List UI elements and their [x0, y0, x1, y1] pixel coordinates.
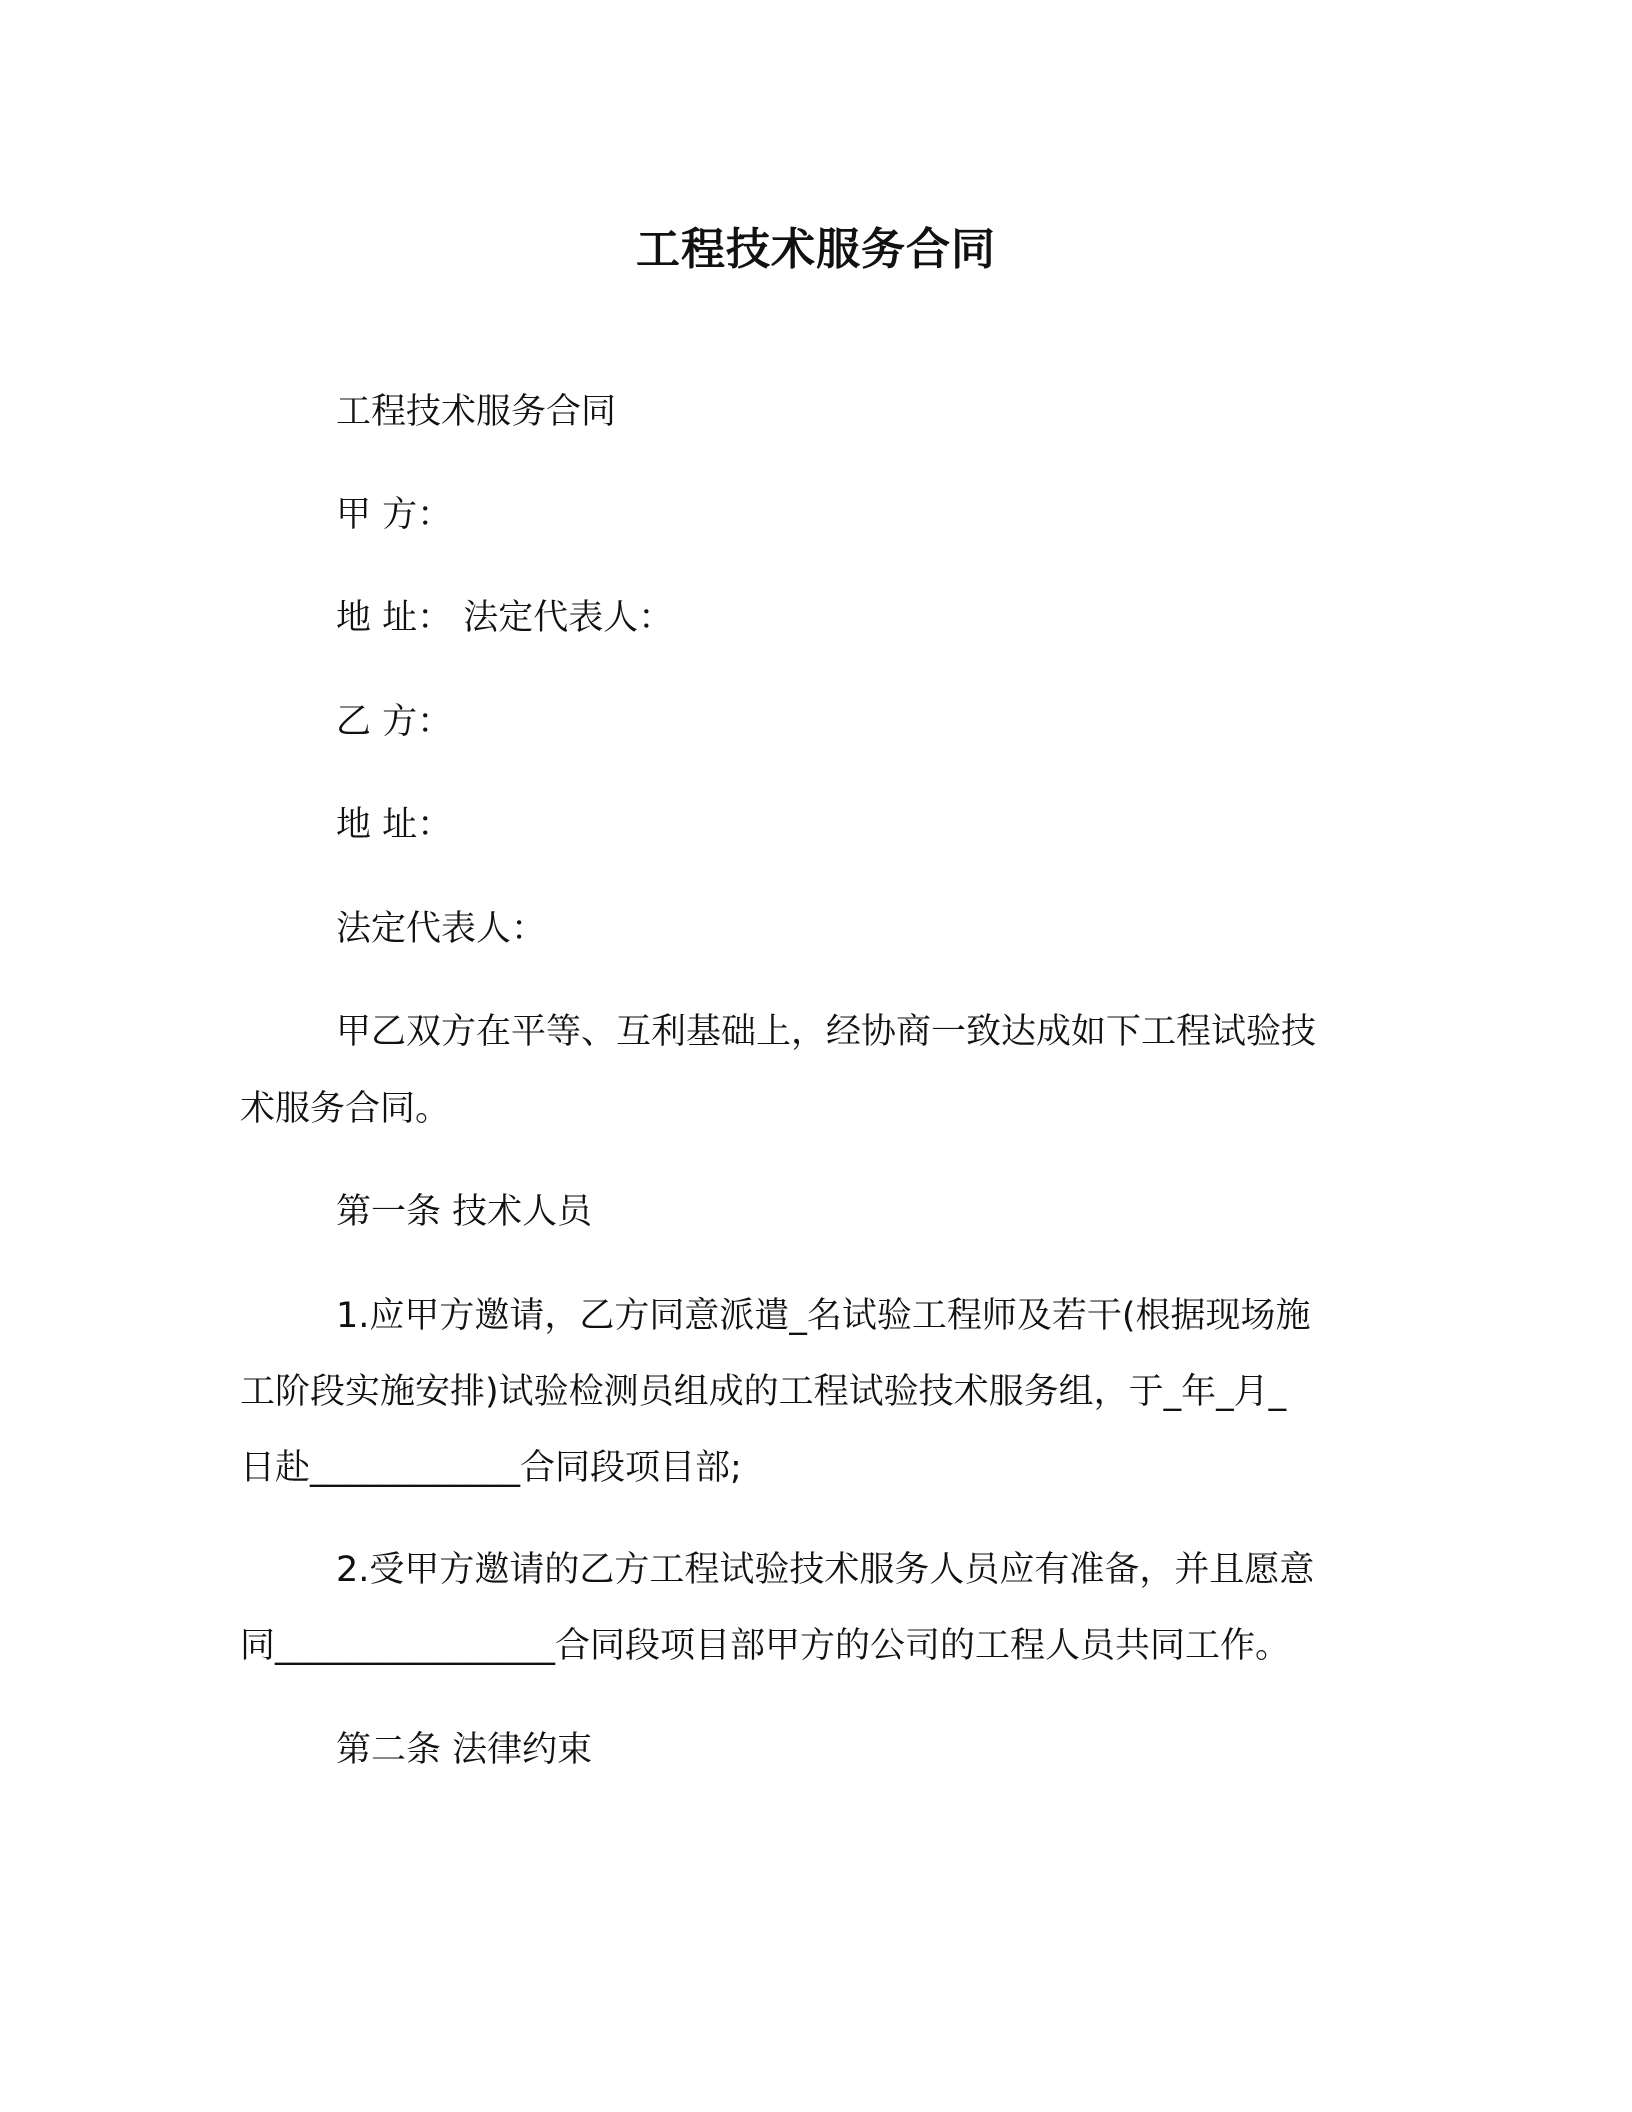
body-line-party-a-address: 地 址： 法定代表人： — [336, 598, 674, 638]
section-heading-article-1: 第一条 技术人员 — [336, 1192, 593, 1232]
body-line-party-a: 甲 方： — [336, 495, 453, 535]
body-line-party-b: 乙 方： — [336, 702, 453, 742]
body-line-clause-1-2-cont: 同________________合同段项目部甲方的公司的工程人员共同工作。 — [240, 1626, 1291, 1666]
body-line-clause-1-1-cont: 工阶段实施安排)试验检测员组成的工程试验技术服务组，于_年_月_ — [240, 1372, 1287, 1412]
body-line-party-b-representative: 法定代表人： — [336, 909, 547, 949]
body-line-clause-1-1: 1.应甲方邀请，乙方同意派遣_名试验工程师及若干(根据现场施 — [336, 1296, 1311, 1336]
document-title: 工程技术服务合同 — [636, 224, 996, 275]
section-heading-article-2: 第二条 法律约束 — [336, 1730, 593, 1770]
body-line-preamble-cont: 术服务合同。 — [240, 1089, 451, 1129]
body-line-subtitle: 工程技术服务合同 — [336, 392, 617, 432]
body-line-party-b-address: 地 址： — [336, 805, 453, 845]
body-line-clause-1-2: 2.受甲方邀请的乙方工程试验技术服务人员应有准备，并且愿意 — [336, 1550, 1315, 1590]
body-line-preamble: 甲乙双方在平等、互利基础上，经协商一致达成如下工程试验技 — [336, 1012, 1317, 1052]
body-line-clause-1-1-end: 日赴____________合同段项目部; — [240, 1448, 742, 1488]
